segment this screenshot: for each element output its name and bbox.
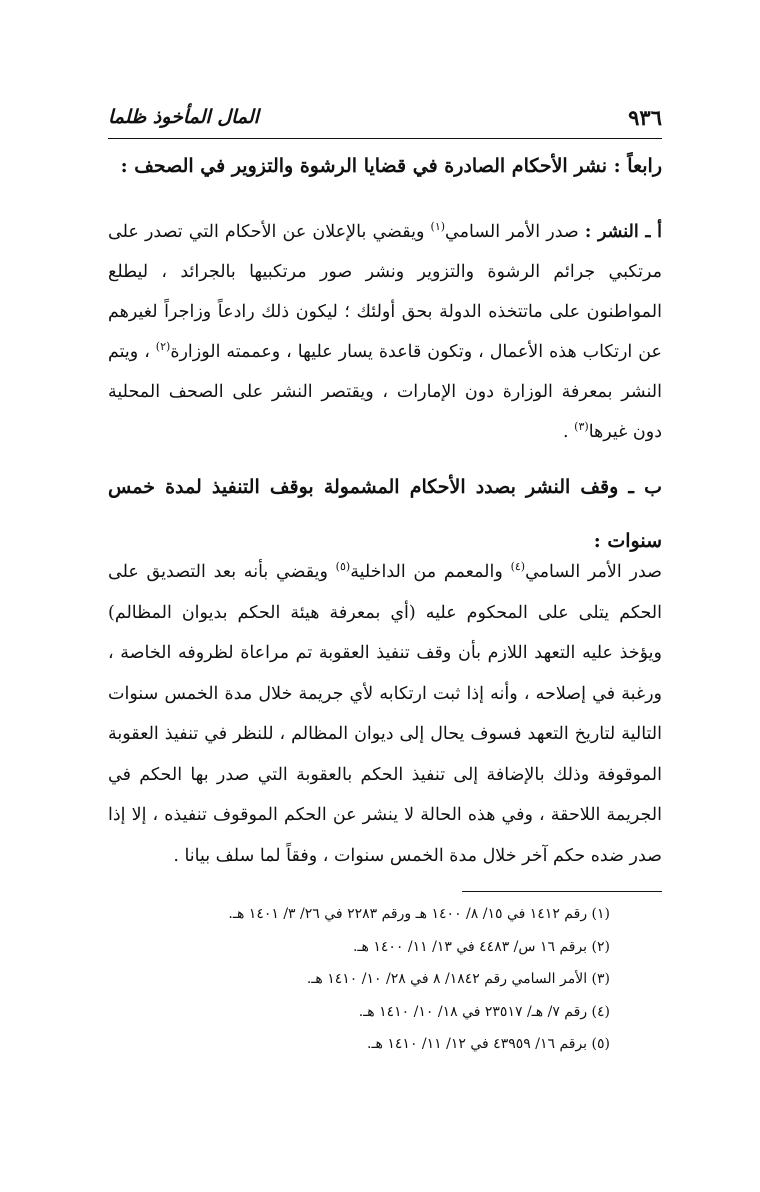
footnote-ref: (٣) [574, 420, 589, 434]
footnotes [108, 898, 610, 1061]
page-number: ٩٣٦ [628, 104, 662, 130]
paragraph-a-text: ويقضي بالإعلان عن الأحكام التي تصدر على مرتكبي جرائم الرشوة والتزوير ونشر صور مرتكبيها بالجرائد ، ليطلع المواطنون على ماتتخذه الدولة بحق أولئك ؛ ليكون ذلك رادعاً وزاجراً لغيرهم عن ارتكاب هذه الأعمال ، وتكون قاعدة يسار عليها ، وعممته الوزارة [108, 222, 662, 362]
footnote: (٤) رقم ٧/ هـ/ ٢٣٥١٧ في ١٨/ ١٠/ ١٤١٠ هـ. [358, 1003, 610, 1020]
footnote-ref: (٥) [335, 560, 351, 574]
page-header [108, 102, 662, 132]
footnote: (١) رقم ١٤١٢ في ١٥/ ٨/ ١٤٠٠ هـ ورقم ٢٢٨٣ في ٢٦/ ٣/ ١٤٠١ هـ. [228, 906, 610, 922]
footnote-ref: (٢) [155, 340, 171, 354]
paragraph-b-text: صدر الأمر السامي [525, 562, 663, 582]
paragraph-a-lead: أ ـ النشر : [584, 222, 662, 242]
book-title: المال المأخوذ ظلما [108, 106, 259, 128]
paragraph-b-text: ويقضي بأنه بعد التصديق على الحكم يتلى على المحكوم عليه (أي بمعرفة هيئة الحكم بديوان المظالم) ويؤخذ عليه التعهد اللازم بأن وقف تنفيذ العقوبة تم مراعاة لظروفه الخاصة ، ورغبة في إصلاحه ، وأنه إذا ثبت ارتكابه لأي جريمة خلال مدة الخمس سنوات التالية لتاريخ التعهد فسوف يحال إلى ديوان المظالم ، للنظر في تنفيذ العقوبة الموقوفة وذلك بالإضافة إلى تنفيذ الحكم بالعقوبة التي صدر بها الحكم في الجريمة اللاحقة ، وفي هذه الحالة لا ينشر عن الحكم الموقوف تنفيذه ، إلا إذا صدر ضده حكم آخر خلال مدة الخمس سنوات ، وفقاً لما سلف بيانا . [108, 562, 662, 866]
paragraph-a-text: . [563, 422, 575, 442]
paragraph-a-text: ، ويتم النشر بمعرفة الوزارة دون الإمارات ، ويقتصر النشر على الصحف المحلية دون غيرها [108, 342, 662, 442]
paragraph-b-text: والمعمم من الداخلية [350, 562, 511, 582]
footnote-ref: (١) [430, 220, 446, 234]
header-divider [108, 138, 662, 139]
footnote: (٥) برقم ١٦/ ٤٣٩٥٩ في ١٢/ ١١/ ١٤١٠ هـ. [367, 1036, 610, 1052]
paragraph-b-heading: ب ـ وقف النشر بصدد الأحكام المشمولة بوقف التنفيذ لمدة خمس سنوات : [108, 476, 662, 552]
paragraph-a [108, 212, 662, 452]
footnote: (٣) الأمر السامي رقم ١٨٤٢/ ٨ في ٢٨/ ١٠/ ١٤١٠ هـ. [306, 971, 610, 987]
paragraph-a-text: صدر الأمر السامي [445, 222, 585, 242]
footnote-ref: (٤) [510, 560, 526, 574]
footnote-divider [462, 891, 662, 892]
section-heading: رابعاً : نشر الأحكام الصادرة في قضايا الرشوة والتزوير في الصحف : [120, 155, 662, 177]
paragraph-b [108, 552, 662, 876]
footnote: (٢) برقم ١٦ س/ ٤٤٨٣ في ١٣/ ١١/ ١٤٠٠ هـ. [352, 938, 610, 955]
